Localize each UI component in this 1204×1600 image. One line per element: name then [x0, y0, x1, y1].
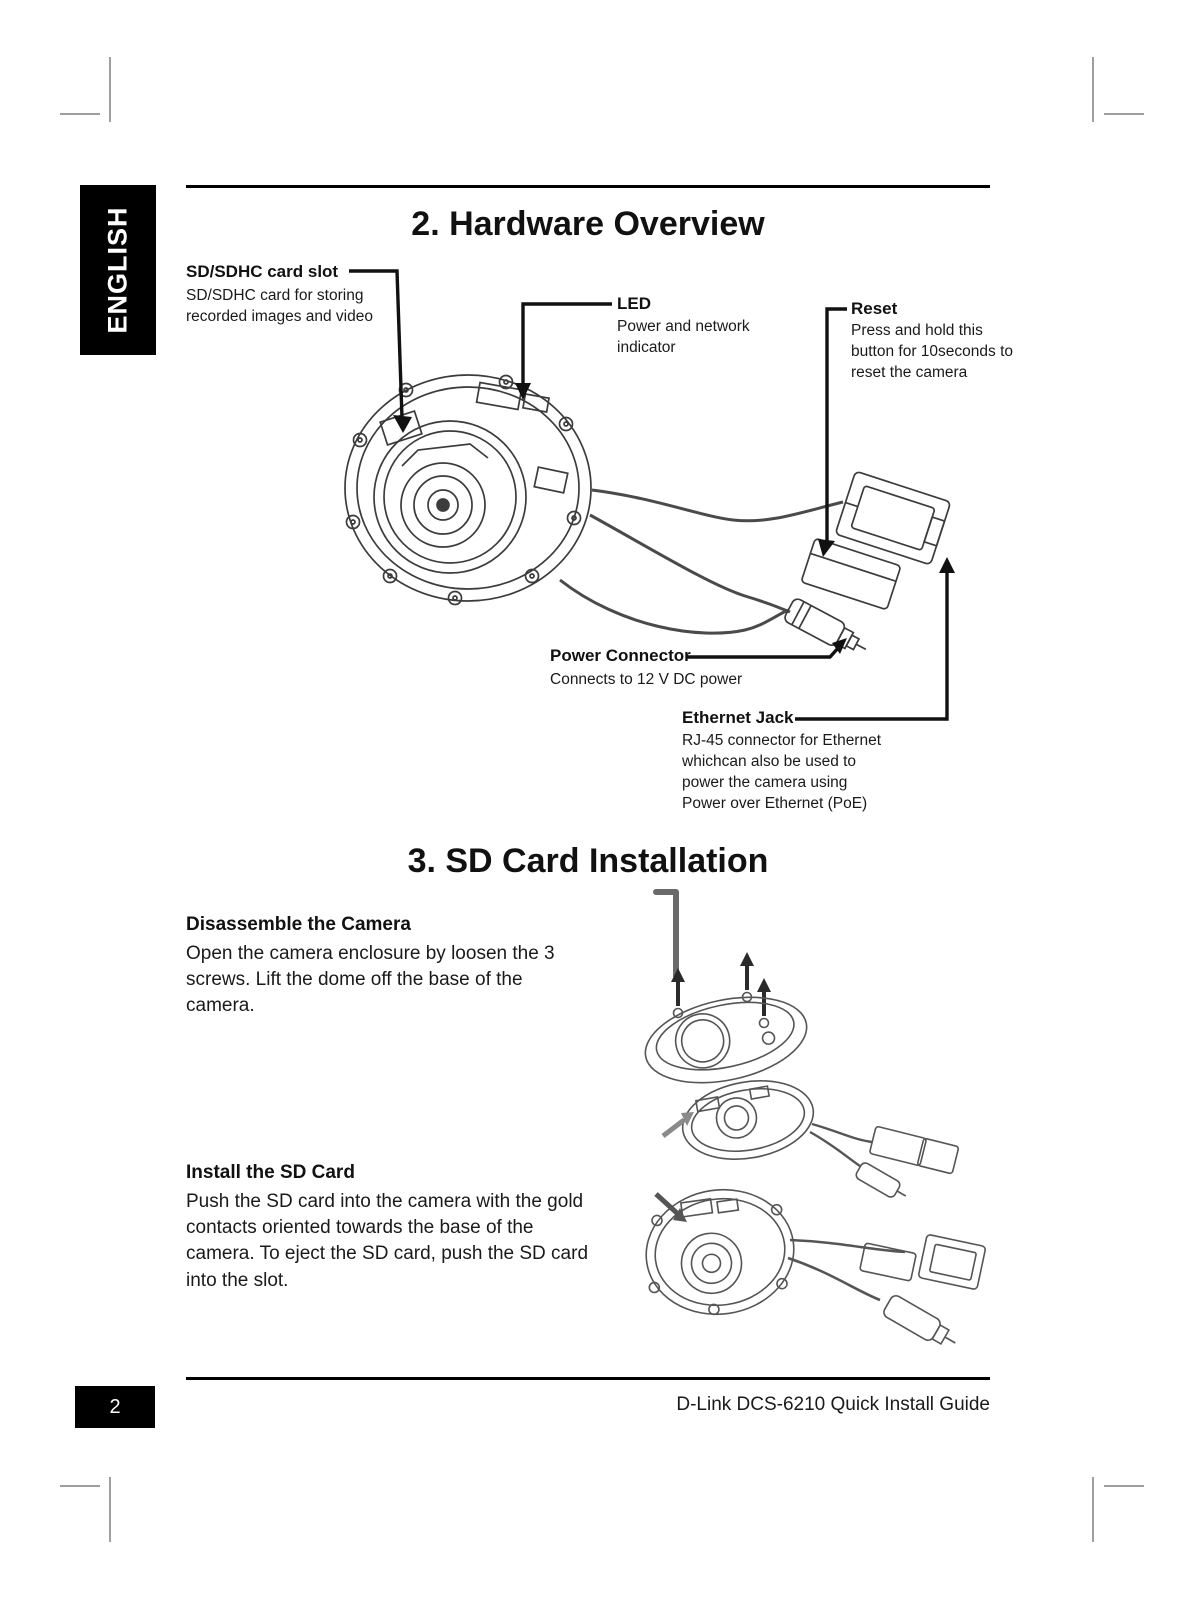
camera-base	[676, 1071, 819, 1169]
reset-arrow-icon	[818, 539, 835, 557]
reset-label: Reset	[851, 299, 898, 318]
ethernet-callout-line	[795, 572, 947, 719]
led-arrow-icon	[515, 383, 531, 400]
screw-icon	[347, 376, 581, 605]
reset-callout-line	[827, 309, 847, 541]
screw-icon	[674, 993, 769, 1028]
led-callout-line	[523, 304, 612, 385]
bottom-rule	[186, 1377, 990, 1380]
ethernet-arrow-icon	[939, 557, 955, 573]
insert-arrow-icon	[663, 1112, 694, 1136]
inline-module	[801, 538, 901, 610]
install-sd-body: Push the SD card into the camera with the gold contacts oriented towards the base of the camera. To eject the SD card, push the SD card into the slot.	[186, 1191, 589, 1291]
disassemble-diagram	[637, 892, 958, 1204]
disassemble-heading: Disassemble the Camera	[186, 914, 411, 935]
ethernet-jack-label: Ethernet Jack	[682, 708, 794, 727]
power-arrow-icon	[832, 638, 847, 654]
sd-slot-label: SD/SDHC card slot	[186, 262, 339, 281]
page-number: 2	[109, 1395, 121, 1418]
power-connector-label: Power Connector	[550, 646, 691, 665]
power-connector	[783, 597, 872, 661]
camera-diagram	[345, 375, 951, 661]
ethernet-connector	[835, 471, 951, 565]
hex-key-icon	[656, 892, 676, 976]
led-description: Power and network indicator	[617, 318, 750, 356]
ethernet-jack-description: RJ-45 connector for Ethernet whichcan also be used to power the camera using Power over Ethernet (PoE)	[682, 732, 882, 812]
footer-text: D-Link DCS-6210 Quick Install Guide	[676, 1394, 990, 1415]
language-tab-label: ENGLISH	[102, 206, 133, 334]
install-sd-heading: Install the SD Card	[186, 1162, 355, 1183]
top-rule	[186, 185, 990, 188]
sd-slot-arrow-icon	[393, 415, 412, 433]
language-tab	[80, 185, 156, 355]
reset-description: Press and hold this button for 10seconds to reset the camera	[851, 322, 1014, 381]
hardware-overview-title: 2. Hardware Overview	[411, 205, 765, 243]
power-connector-description: Connects to 12 V DC power	[550, 671, 743, 688]
led-label: LED	[617, 294, 651, 313]
disassemble-body: Open the camera enclosure by loosen the 3 screws. Lift the dome off the base of the camera.	[186, 943, 555, 1017]
page-number-box	[75, 1386, 155, 1428]
power-callout-line	[686, 647, 839, 657]
dome-cover	[637, 984, 814, 1096]
sd-card-installation-title: 3. SD Card Installation	[407, 842, 769, 880]
sd-slot-description: SD/SDHC card for storing recorded images and video	[186, 287, 373, 325]
install-sd-diagram	[637, 1180, 986, 1353]
push-card-arrow-icon	[656, 1194, 687, 1222]
lift-arrow-icon	[671, 952, 771, 1016]
